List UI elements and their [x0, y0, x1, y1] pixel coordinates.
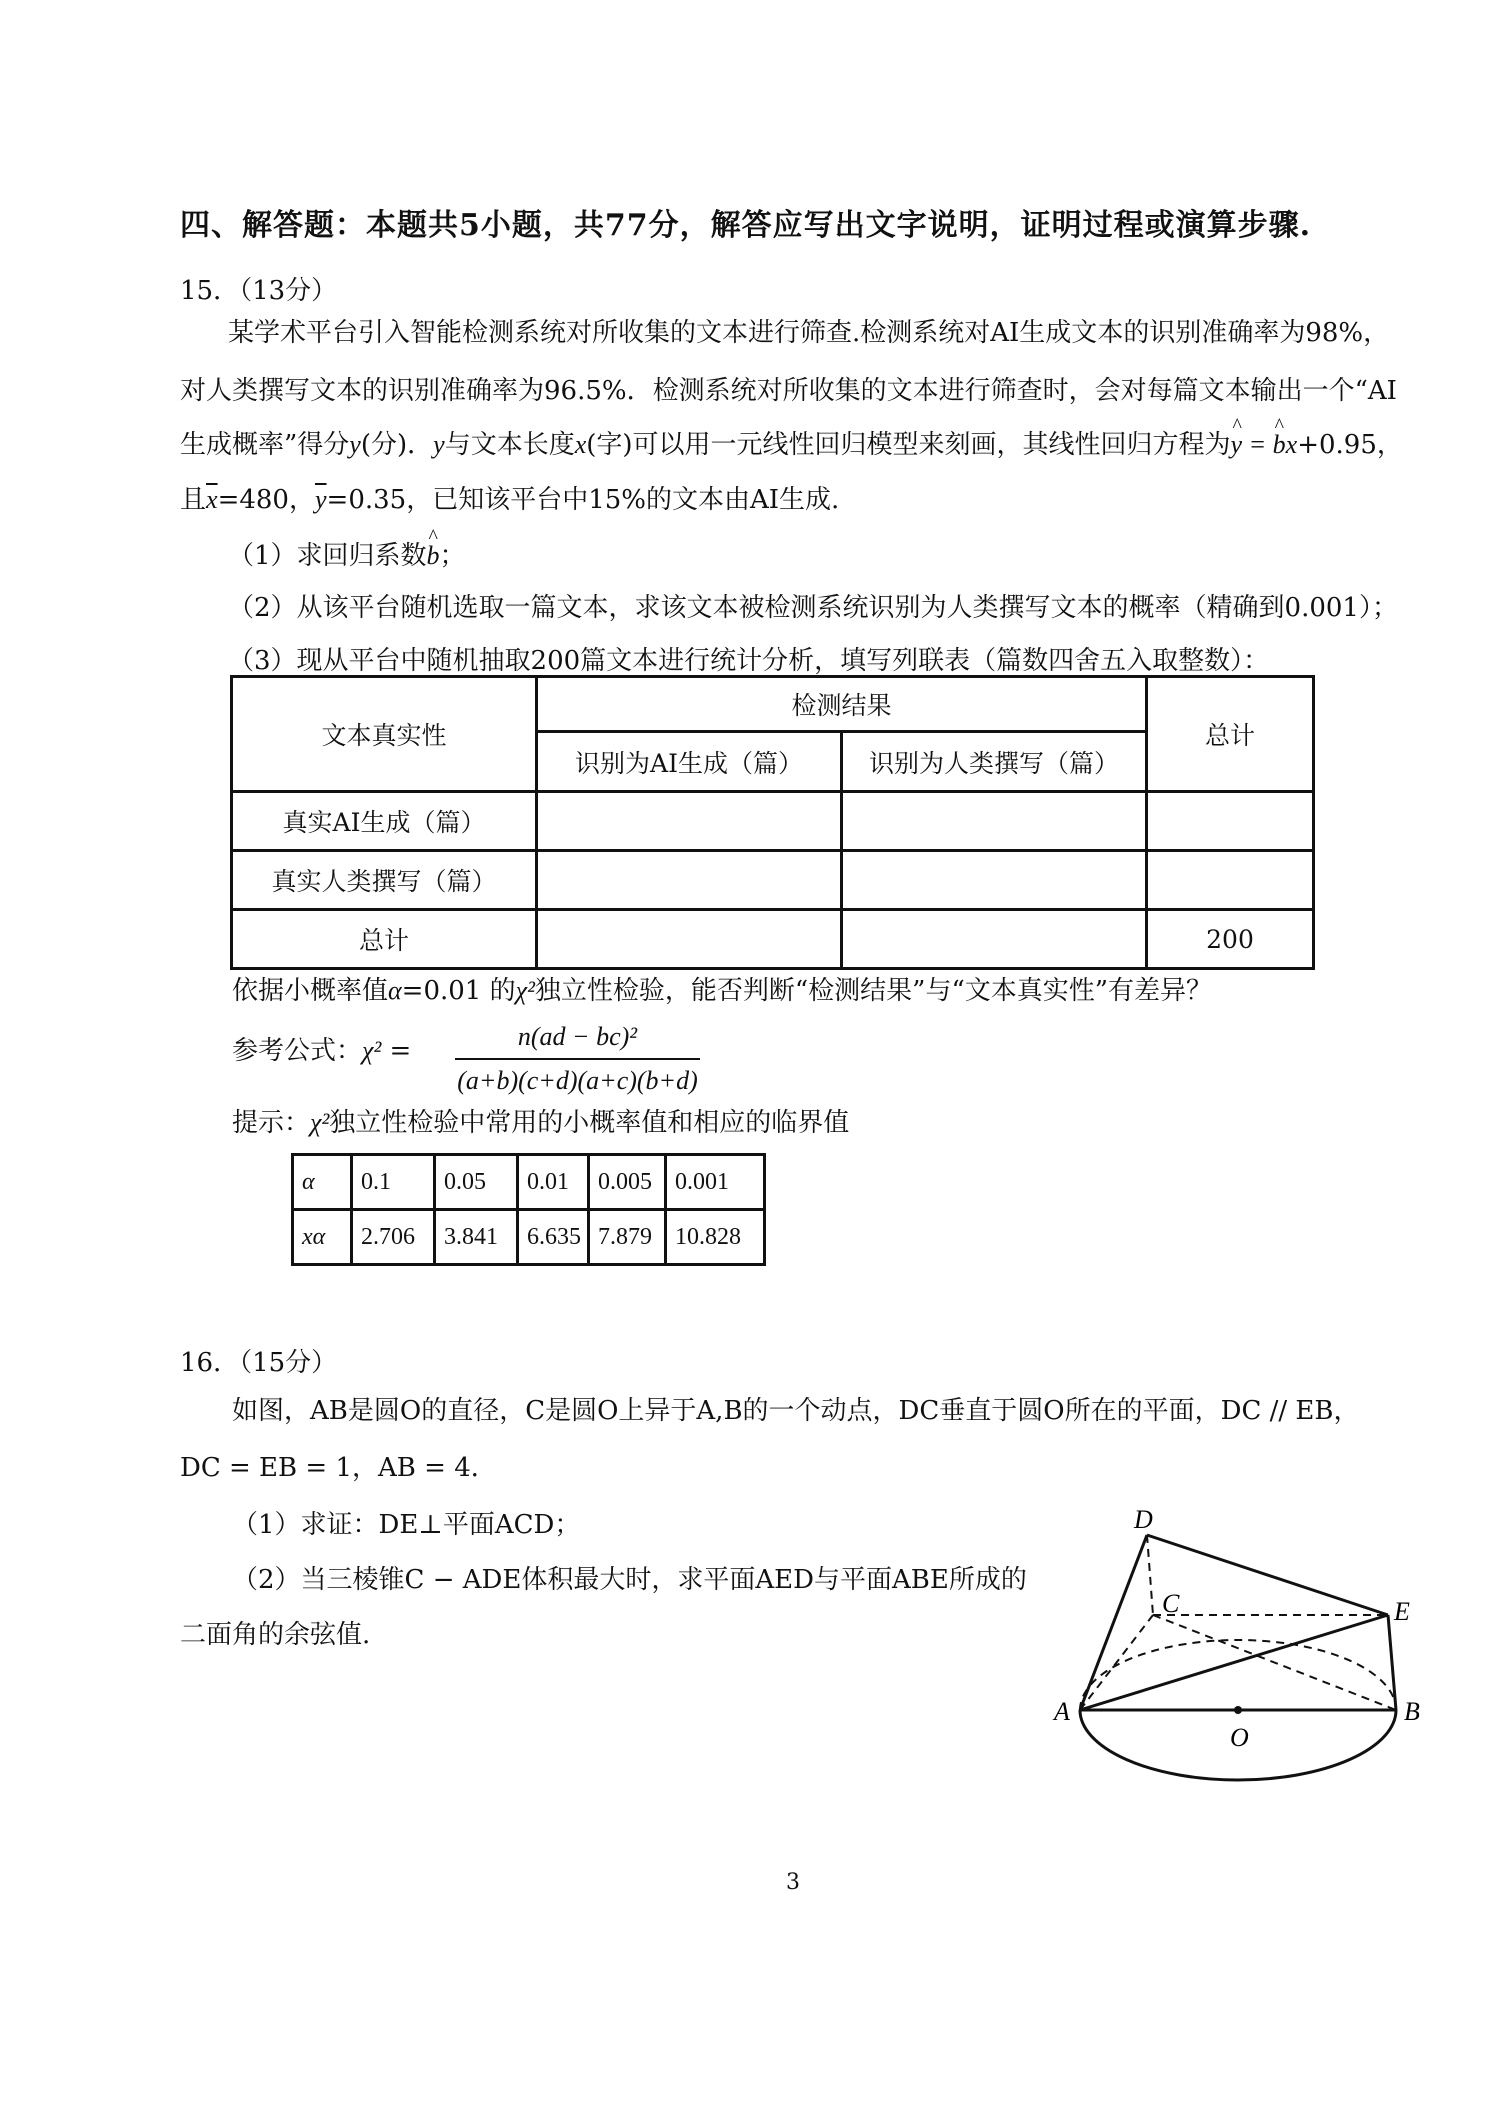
q15-line-3d: (字)可以用一元线性回归模型来刻画，其线性回归方程为	[586, 430, 1231, 460]
alpha-value: 0.01	[518, 1155, 589, 1210]
critical-value-table	[291, 1153, 766, 1266]
table-total-header: 总计	[1147, 677, 1314, 792]
table-row-ai: 真实AI生成（篇）	[232, 792, 537, 851]
hint-b: 独立性检验中常用的小概率值和相应的临界值	[329, 1108, 850, 1138]
test-question-c: 独立性检验，能否判断“检测结果”与“文本真实性”有差异？	[534, 976, 1213, 1006]
alpha-label: α	[302, 1168, 315, 1195]
alpha-value: 0.005	[589, 1155, 666, 1210]
var-x: x	[574, 430, 587, 459]
alpha-symbol: α	[388, 976, 402, 1005]
b-hat: ^ b	[427, 543, 440, 569]
regression-eq: ^ y = ^ bx	[1231, 430, 1298, 459]
critical-value: 2.706	[352, 1210, 435, 1265]
formula-label-text: 参考公式：	[232, 1036, 363, 1066]
q15-line-3b: (分)．	[360, 430, 434, 460]
table-col-ai: 识别为AI生成（篇）	[537, 732, 842, 792]
q16-line-2: DC = EB = 1，AB = 4．	[180, 1453, 497, 1483]
test-question-a: 依据小概率值	[232, 976, 389, 1006]
x-bar: $\overline{x}$	[206, 485, 218, 514]
q16-sub2a: （2）当三棱锥C − ADE体积最大时，求平面AED与平面ABE所成的	[232, 1565, 1027, 1595]
edge-cb	[1153, 1615, 1396, 1710]
chi-square-hint: χ²	[310, 1108, 330, 1137]
q15-line-4c: =0.35，已知该平台中15%的文本由AI生成.	[326, 485, 840, 515]
q16-sub2b: 二面角的余弦值.	[180, 1620, 371, 1650]
table-cell	[1147, 851, 1314, 910]
alpha-value: 0.05	[435, 1155, 518, 1210]
label-a: A	[1054, 1697, 1070, 1726]
formula-label: 参考公式：χ² =	[232, 1036, 412, 1066]
q15-line-3c: 与文本长度	[444, 430, 575, 460]
chi-square-lhs: χ²	[362, 1036, 382, 1065]
test-question-b: =0.01 的	[401, 976, 516, 1006]
label-d: D	[1134, 1505, 1153, 1534]
q15-line-3e: +0.95，	[1297, 430, 1403, 460]
var-y2: y	[433, 430, 445, 459]
table-cell	[842, 910, 1147, 969]
edge-ae	[1080, 1615, 1388, 1710]
critical-value: 10.828	[666, 1210, 765, 1265]
label-c: C	[1162, 1589, 1180, 1618]
table-cell	[842, 792, 1147, 851]
table-cell	[1147, 792, 1314, 851]
critical-value: 6.635	[518, 1210, 589, 1265]
q16-line-1: 如图，AB是圆O的直径，C是圆O上异于A,B的一个动点，DC垂直于圆O所在的平面，DC // EB，	[232, 1396, 1360, 1426]
circle-back-arc	[1080, 1640, 1396, 1710]
q15-line-4a: 且	[180, 485, 207, 515]
formula-denominator: (a+b)(c+d)(a+c)(b+d)	[457, 1066, 698, 1095]
q15-sub2: （2）从该平台随机选取一篇文本，求该文本被检测系统识别为人类撰写文本的概率（精确到0.001）；	[228, 593, 1398, 623]
edge-ac	[1080, 1615, 1153, 1710]
alpha-value: 0.001	[666, 1155, 765, 1210]
q15-sub1-text: （1）求回归系数	[228, 541, 427, 571]
table-row-header: 文本真实性	[232, 677, 537, 792]
var-y: y	[349, 430, 361, 459]
table-grand-total: 200	[1147, 910, 1314, 969]
label-b: B	[1404, 1697, 1420, 1726]
table-cell	[537, 910, 842, 969]
q15-sub1: （1）求回归系数^ b；	[228, 543, 466, 569]
table-cell	[537, 851, 842, 910]
formula-numerator: n(ad − bc)²	[517, 1022, 638, 1051]
table-row-total: 总计	[232, 910, 537, 969]
center-point	[1234, 1706, 1242, 1714]
edge-ad	[1080, 1535, 1147, 1710]
hint-a: 提示：	[232, 1108, 311, 1138]
geometry-figure	[1050, 1490, 1430, 1830]
q16-heading: 16．（15分）	[180, 1348, 338, 1378]
y-bar: $\overline{y}$	[314, 485, 327, 514]
label-e: E	[1394, 1597, 1410, 1626]
table-row-human: 真实人类撰写（篇）	[232, 851, 537, 910]
critical-value: 7.879	[589, 1210, 666, 1265]
table-col-human: 识别为人类撰写（篇）	[842, 732, 1147, 792]
section-title: 四、解答题：本题共5小题，共77分，解答应写出文字说明，证明过程或演算步骤.	[180, 208, 1312, 243]
table-cell	[537, 792, 842, 851]
table-cell	[842, 851, 1147, 910]
x-alpha-label: xα	[302, 1223, 326, 1250]
hint-line	[232, 1110, 849, 1136]
q15-line-2: 对人类撰写文本的识别准确率为96.5%．检测系统对所收集的文本进行筛查时，会对每篇文本输出一个“AI	[180, 376, 1397, 406]
label-o: O	[1230, 1723, 1249, 1752]
alpha-value: 0.1	[352, 1155, 435, 1210]
chi-square-formula	[455, 1022, 700, 1096]
q15-heading: 15．（13分）	[180, 276, 338, 306]
edge-dc	[1147, 1535, 1153, 1615]
q15-line-3a: 生成概率”得分	[180, 430, 350, 460]
q15-line-3	[180, 432, 1403, 458]
page-number: 3	[786, 1870, 800, 1895]
q16-sub1: （1）求证：DE⊥平面ACD；	[232, 1510, 581, 1540]
contingency-table	[230, 675, 1315, 970]
edge-de	[1147, 1535, 1388, 1615]
q15-sub3: （3）现从平台中随机抽取200篇文本进行统计分析，填写列联表（篇数四舍五入取整数）：	[228, 646, 1270, 676]
critical-value: 3.841	[435, 1210, 518, 1265]
q15-line-4b: =480，	[217, 485, 315, 515]
table-group-header: 检测结果	[537, 677, 1147, 732]
q15-line-4	[180, 487, 839, 513]
q15-line-1: 某学术平台引入智能检测系统对所收集的文本进行筛查.检测系统对AI生成文本的识别准确率为98%，	[228, 318, 1390, 348]
q15-test-question	[232, 978, 1212, 1004]
chi-square-symbol: χ²	[515, 976, 535, 1005]
